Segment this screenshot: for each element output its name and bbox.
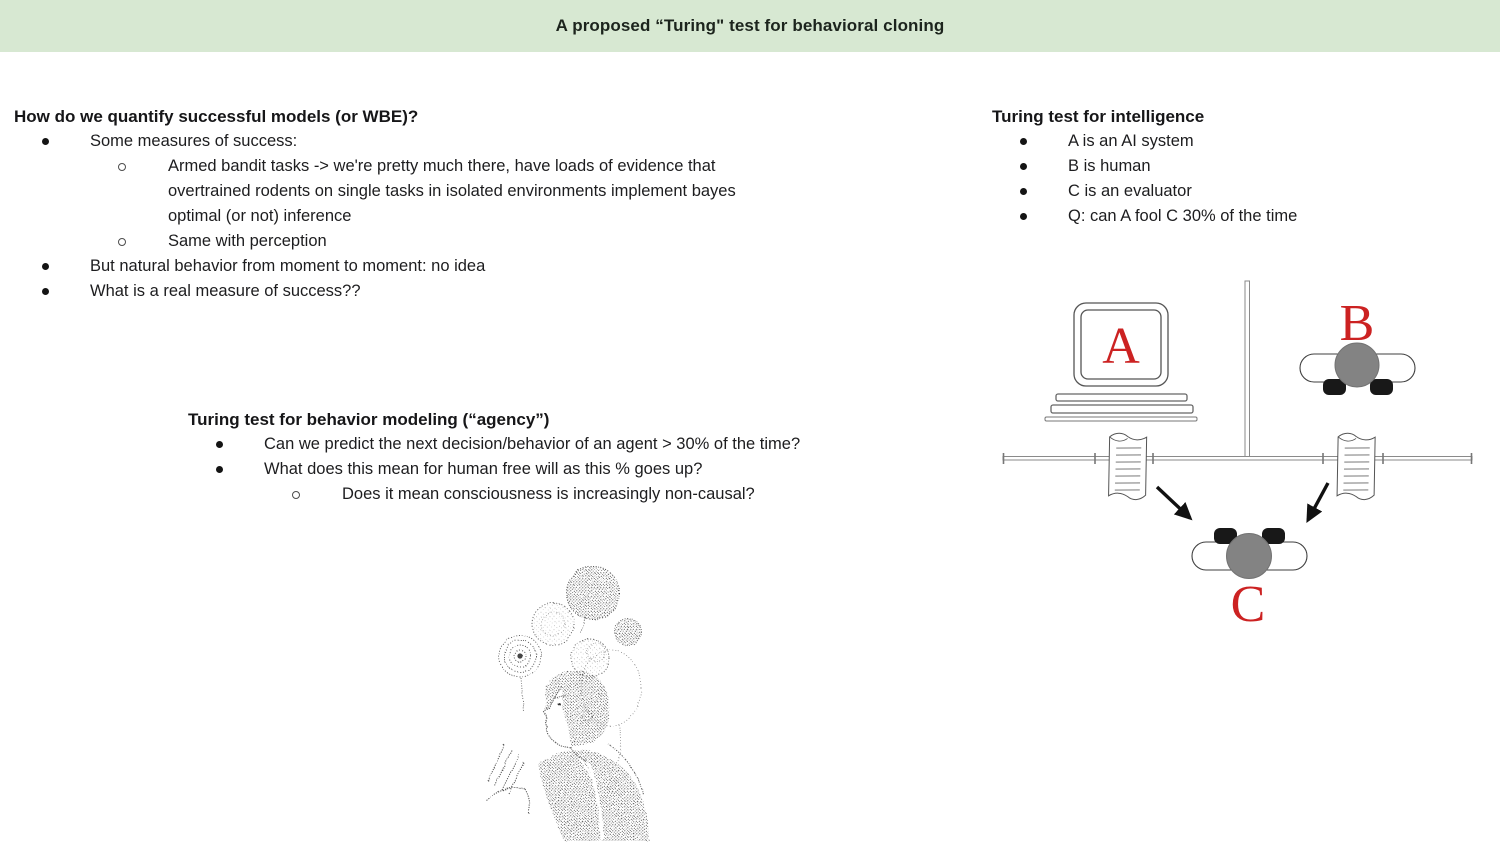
list-item	[188, 482, 888, 507]
bullet-dot-icon	[42, 279, 90, 295]
coat	[538, 750, 649, 841]
bullet-circle-icon	[118, 229, 168, 246]
list-item	[992, 154, 1432, 179]
list-item	[14, 229, 759, 254]
quantify-heading: How do we quantify successful models (or WBE)?	[14, 107, 419, 126]
quantify-section	[14, 104, 759, 304]
list-item-text: Can we predict the next decision/behavior of an agent > 30% of the time?	[264, 435, 801, 453]
list-item-text: B is human	[1068, 157, 1151, 175]
bullet-dot-icon	[1020, 129, 1068, 145]
list-item-text: C is an evaluator	[1068, 182, 1192, 200]
hand	[486, 744, 530, 814]
bullet-dot-icon	[216, 457, 264, 473]
list-item-text: But natural behavior from moment to moment: no idea	[90, 257, 486, 275]
list-item	[188, 457, 888, 482]
arrow-right-icon	[1308, 483, 1328, 520]
thinking-man-engraving	[468, 548, 668, 844]
bullet-circle-icon	[292, 482, 342, 499]
slide-title-banner	[0, 0, 1500, 52]
list-item-text: Some measures of success:	[90, 132, 298, 150]
list-item-text: Q: can A fool C 30% of the time	[1068, 207, 1298, 225]
bullet-dot-icon	[42, 129, 90, 145]
table-line	[1003, 453, 1472, 464]
list-item-text: Armed bandit tasks -> we're pretty much there, have loads of evidence that overtrained rodents on single tasks in isolated environments implement bayes optimal (or not) inference	[168, 157, 736, 225]
list-item	[14, 254, 759, 279]
bullet-dot-icon	[1020, 204, 1068, 220]
divider-wall	[1245, 281, 1250, 458]
agency-heading: Turing test for behavior modeling (“agency”)	[188, 410, 550, 429]
list-item	[992, 129, 1432, 154]
list-item-text: Does it mean consciousness is increasingly non-causal?	[342, 485, 755, 503]
list-item-text: Same with perception	[168, 232, 327, 250]
bullet-dot-icon	[1020, 154, 1068, 170]
label-a: A	[1102, 318, 1140, 375]
list-item	[14, 154, 759, 229]
note-scroll-right-icon	[1336, 433, 1376, 500]
slide-title: A proposed “Turing" test for behavioral cloning	[555, 16, 945, 35]
arrow-left-icon	[1157, 487, 1190, 518]
bullet-dot-icon	[1020, 179, 1068, 195]
label-c: C	[1230, 576, 1266, 627]
list-item-text: A is an AI system	[1068, 132, 1194, 150]
orb-top	[567, 567, 619, 619]
list-item	[14, 279, 759, 304]
list-item	[992, 204, 1432, 229]
intelligence-heading: Turing test for intelligence	[992, 107, 1205, 126]
list-item-text: What does this mean for human free will as this % goes up?	[264, 460, 703, 478]
list-item	[188, 432, 888, 457]
note-scroll-left-icon	[1107, 433, 1147, 500]
bullet-dot-icon	[216, 432, 264, 448]
turing-test-diagram	[1000, 273, 1478, 627]
list-item-text: What is a real measure of success??	[90, 282, 361, 300]
agency-section	[188, 407, 888, 507]
bullet-dot-icon	[42, 254, 90, 270]
label-b: B	[1339, 295, 1375, 352]
intelligence-section	[992, 104, 1432, 229]
list-item	[14, 129, 759, 154]
person-c-icon	[1192, 528, 1307, 579]
bullet-circle-icon	[118, 154, 168, 171]
list-item	[992, 179, 1432, 204]
